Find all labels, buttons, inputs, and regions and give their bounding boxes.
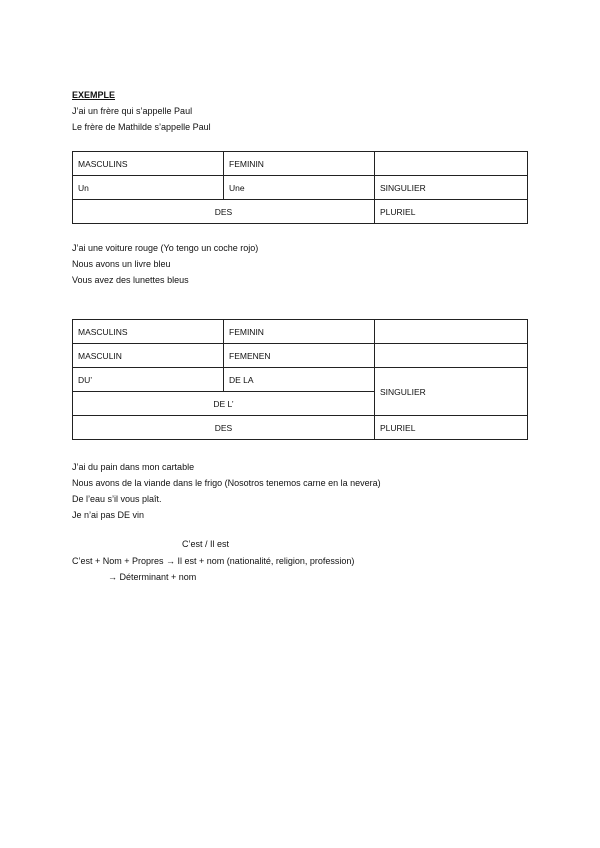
table-cell: PLURIEL xyxy=(375,416,528,440)
grammar-rule-1: C’est + Nom + Propres → Il est + nom (nationalité, religion, profession) xyxy=(72,556,355,566)
table-cell: MASCULINS xyxy=(73,320,224,344)
sentence-line: Vous avez des lunettes bleus xyxy=(72,275,189,285)
article-table-1 xyxy=(72,151,528,224)
example-line-2: Le frère de Mathilde s’appelle Paul xyxy=(72,122,211,132)
table-cell: Une xyxy=(224,176,375,200)
table-row xyxy=(73,152,528,176)
article-table-2 xyxy=(72,319,528,440)
table-row xyxy=(73,344,528,368)
example-heading: EXEMPLE xyxy=(72,90,116,100)
sentence-line: J’ai du pain dans mon cartable xyxy=(72,462,195,472)
table-cell: Un xyxy=(73,176,224,200)
table-cell: DES xyxy=(73,416,375,440)
sentence-line: J’ai une voiture rouge (Yo tengo un coche rojo) xyxy=(72,243,259,253)
table-cell: FEMENEN xyxy=(224,344,375,368)
table-row xyxy=(73,368,528,392)
table-cell: SINGULIER xyxy=(375,176,528,200)
table-row xyxy=(73,176,528,200)
sentence-line: Nous avons de la viande dans le frigo (Nosotros tenemos carne en la nevera) xyxy=(72,478,381,488)
table-cell xyxy=(375,320,528,344)
table-cell xyxy=(375,344,528,368)
table-cell: PLURIEL xyxy=(375,200,528,224)
example-line-1: J’ai un frère qui s’appelle Paul xyxy=(72,106,193,116)
table-cell: DE L’ xyxy=(73,392,375,416)
grammar-title: C’est / Il est xyxy=(182,539,230,549)
sentence-line: Je n’ai pas DE vin xyxy=(72,510,145,520)
table-cell: MASCULINS xyxy=(73,152,224,176)
table-row xyxy=(73,416,528,440)
table-cell: FEMININ xyxy=(224,152,375,176)
table-cell: DU’ xyxy=(73,368,224,392)
sentence-line: De l’eau s’il vous plaît. xyxy=(72,494,162,504)
table-cell: SINGULIER xyxy=(375,368,528,416)
table-row xyxy=(73,200,528,224)
table-cell: FEMININ xyxy=(224,320,375,344)
grammar-rule-2: → Déterminant + nom xyxy=(108,572,197,582)
table-cell: MASCULIN xyxy=(73,344,224,368)
table-row xyxy=(73,320,528,344)
sentence-line: Nous avons un livre bleu xyxy=(72,259,171,269)
table-cell xyxy=(375,152,528,176)
table-cell: DE LA xyxy=(224,368,375,392)
table-cell: DES xyxy=(73,200,375,224)
